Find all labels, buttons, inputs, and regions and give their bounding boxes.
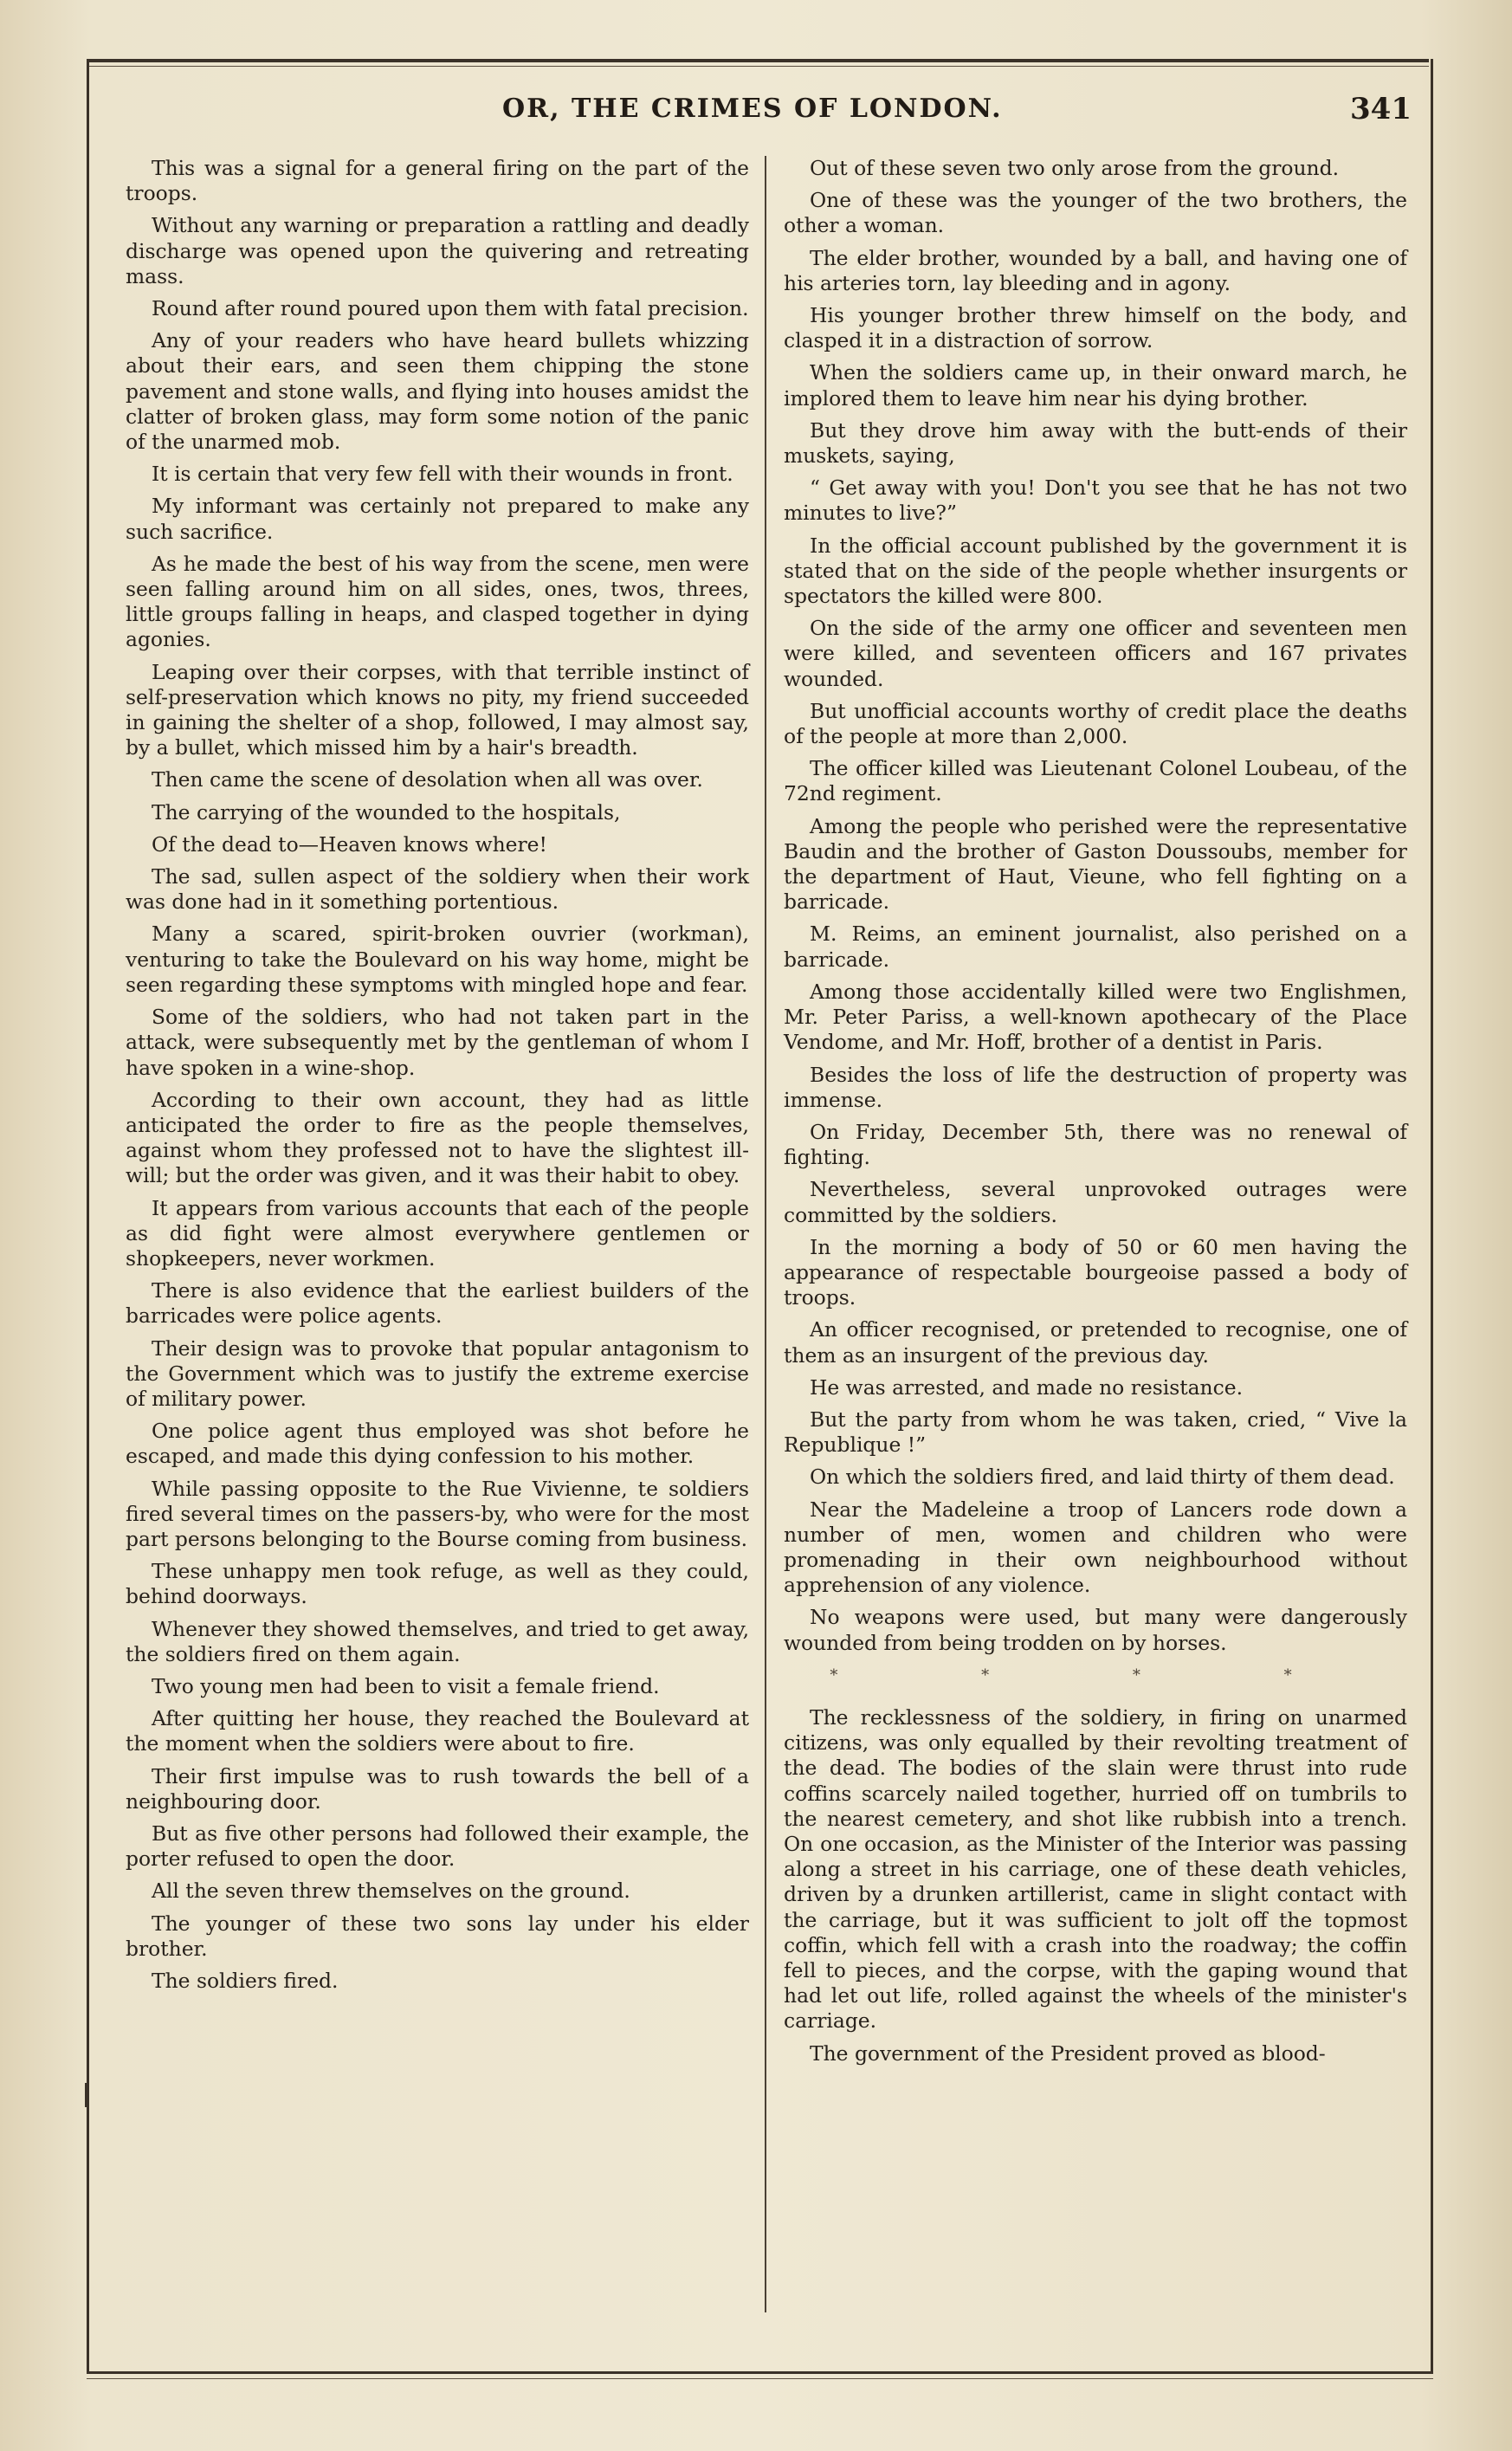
paragraph: The younger of these two sons lay under his elder brother.: [126, 1911, 749, 1961]
paragraph: One of these was the younger of the two brothers, the other a woman.: [784, 188, 1407, 238]
paragraph: No weapons were used, but many were dangerously wounded from being trodden on by horses.: [784, 1605, 1407, 1655]
paragraph: An officer recognised, or pretended to recognise, one of them as an insurgent of the previous day.: [784, 1317, 1407, 1368]
paragraph: One police agent thus employed was shot before he escaped, and made this dying confession to his mother.: [126, 1419, 749, 1469]
paragraph: The elder brother, wounded by a ball, and having one of his arteries torn, lay bleeding and in agony.: [784, 245, 1407, 295]
paragraph: But as five other persons had followed their example, the porter refused to open the door.: [126, 1820, 749, 1872]
paragraph: Near the Madeleine a troop of Lancers rode down a number of men, women and children who were promenading in their own neighbourhood without apprehension of any violence.: [784, 1497, 1407, 1598]
paragraph: Their design was to provoke that popular antagonism to the Government which was to justify the extreme exercise of military power.: [126, 1335, 749, 1411]
bottom-rule: [87, 2371, 1433, 2374]
paragraph: M. Reims, an eminent journalist, also perished on a barricade.: [784, 922, 1407, 972]
paragraph: Of the dead to—Heaven knows where!: [152, 831, 547, 857]
right-column: [784, 156, 1407, 2073]
paragraph: The carrying of the wounded to the hospitals,: [152, 799, 621, 825]
top-rule-thin: [87, 66, 1429, 67]
paragraph: This was a signal for a general firing on the part of the troops.: [126, 156, 749, 206]
paragraph: Some of the soldiers, who had not taken part in the attack, were subsequently met by the gentleman of whom I have spoken in a wine-shop.: [126, 1005, 749, 1080]
running-title: OR, THE CRIMES OF LONDON.: [502, 94, 1003, 124]
paragraph: But they drove him away with the butt-ends of their muskets, saying,: [784, 417, 1407, 469]
paragraph: My informant was certainly not prepared to make any such sacrifice.: [126, 494, 749, 544]
paragraph: On the side of the army one officer and seventeen men were killed, and seventeen officers and 167 privates wounded.: [784, 616, 1407, 691]
paragraph: As he made the best of his way from the scene, men were seen falling around him on all sides, ones, twos, threes, little groups falling in heaps, and clasped together in dying agonies.: [126, 551, 749, 652]
paragraph: Then came the scene of desolation when all was over.: [152, 767, 703, 792]
left-frame-rule: [87, 59, 89, 2371]
paragraph: The soldiers fired.: [152, 1969, 339, 1993]
paragraph: On Friday, December 5th, there was no renewal of fighting.: [784, 1119, 1407, 1170]
paragraph: In the official account published by the government it is stated that on the side of the people whether insurgents or spectators the killed were 800.: [784, 533, 1407, 609]
paragraph: There is also evidence that the earliest builders of the barricades were police agents.: [126, 1278, 749, 1329]
paragraph: His younger brother threw himself on the body, and clasped it in a distraction of sorrow.: [784, 303, 1407, 353]
right-column-part-1: [784, 156, 1407, 1656]
paragraph: When the soldiers came up, in their onward march, he implored them to leave him near his dying brother.: [784, 360, 1407, 411]
right-column-part-2: [784, 1705, 1407, 2066]
paragraph: “ Get away with you! Don't you see that he has not two minutes to live?”: [784, 475, 1407, 526]
paragraph: On which the soldiers fired, and laid thirty of them dead.: [810, 1465, 1395, 1490]
page-number: 341: [1350, 92, 1412, 126]
paragraph: In the morning a body of 50 or 60 men having the appearance of respectable bourgeoise passed a body of troops.: [784, 1234, 1407, 1310]
paragraph: The officer killed was Lieutenant Colonel Loubeau, of the 72nd regiment.: [784, 756, 1407, 806]
paragraph: Without any warning or preparation a rattling and deadly discharge was opened upon the quivering and retreating mass.: [126, 213, 749, 288]
paragraph: According to their own account, they had as little anticipated the order to fire as the people themselves, against whom they professed not to have the slightest ill-will; but the order was given, and it was their habit to obey.: [126, 1087, 749, 1188]
paragraph: Besides the loss of life the destruction of property was immense.: [784, 1062, 1407, 1112]
paragraph: The sad, sullen aspect of the soldiery when their work was done had in it something portentious.: [126, 864, 749, 915]
paragraph: Among the people who perished were the representative Baudin and the brother of Gaston Doussoubs, member for the department of Haut, Vieune, who fell fighting on a barricade.: [784, 813, 1407, 915]
paragraph: Their first impulse was to rush towards the bell of a neighbouring door.: [126, 1763, 749, 1814]
paragraph: Leaping over their corpses, with that terrible instinct of self-preservation which knows no pity, my friend succeeded in gaining the shelter of a shop, followed, I may almost say, by a bullet, which missed him by a hair's breadth.: [126, 659, 749, 760]
paragraph: He was arrested, and made no resistance.: [810, 1374, 1243, 1400]
right-frame-rule: [1431, 59, 1433, 2371]
column-divider: [765, 156, 766, 2312]
paragraph: Any of your readers who have heard bullets whizzing about their ears, and seen them chipping the stone pavement and stone walls, and flying into houses amidst the clatter of broken glass, may form some notion of the panic of the unarmed mob.: [126, 328, 749, 455]
paragraph: The recklessness of the soldiery, in firing on unarmed citizens, was only equalled by their revolting treatment of the dead. The bodies of the slain were thrust into rude coffins scarcely nailed together, hurried off on tumbrils to the nearest cemetery, and shot like rubbish into a trench. On one occasion, as the Minister of the Interior was passing along a street in his carriage, one of these death vehicles, driven by a drunken artillerist, came in slight contact with the carriage, but it was sufficient to jolt off the topmost coffin, which fell with a crash into the roadway; the coffin fell to pieces, and the corpse, with the gaping wound that had let out life, rolled against the wheels of the minister's carriage.: [784, 1704, 1407, 2034]
paragraph: These unhappy men took refuge, as well as they could, behind doorways.: [126, 1559, 749, 1609]
section-break: * * * *: [830, 1665, 1361, 1685]
paragraph: It is certain that very few fell with their wounds in front.: [152, 462, 733, 487]
paragraph: Out of these seven two only arose from the ground.: [810, 156, 1340, 180]
paragraph: Among those accidentally killed were two Englishmen, Mr. Peter Pariss, a well-known apothecary of the Place Vendome, and Mr. Hoff, brother of a dentist in Paris.: [784, 979, 1407, 1055]
paragraph: The government of the President proved as blood-: [810, 2040, 1326, 2066]
left-column: [126, 156, 749, 2001]
bottom-rule-thin: [87, 2378, 1433, 2379]
paragraph: Two young men had been to visit a female friend.: [152, 1673, 660, 1698]
paragraph: After quitting her house, they reached the Boulevard at the moment when the soldiers were about to fire.: [126, 1706, 749, 1756]
paragraph: Nevertheless, several unprovoked outrages were committed by the soldiers.: [784, 1177, 1407, 1227]
paragraph: It appears from various accounts that each of the people as did fight were almost everywhere gentlemen or shopkeepers, never workmen.: [126, 1195, 749, 1271]
paragraph: Many a scared, spirit-broken ouvrier (workman), venturing to take the Boulevard on his way home, might be seen regarding these symptoms with mingled hope and fear.: [126, 922, 749, 997]
paragraph: Round after round poured upon them with fatal precision.: [152, 296, 749, 321]
top-rule: [87, 59, 1429, 62]
paragraph: But unofficial accounts worthy of credit place the deaths of the people at more than 2,000.: [784, 698, 1407, 749]
paragraph: While passing opposite to the Rue Vivienne, te soldiers fired several times on the passers-by, who were for the most part persons belonging to the Bourse coming from business.: [126, 1476, 749, 1551]
margin-mark: [85, 2083, 87, 2107]
paragraph: All the seven threw themselves on the ground.: [152, 1879, 630, 1904]
paragraph: But the party from whom he was taken, cried, “ Vive la Republique !”: [784, 1407, 1407, 1458]
paragraph: Whenever they showed themselves, and tried to get away, the soldiers fired on them again.: [126, 1616, 749, 1666]
